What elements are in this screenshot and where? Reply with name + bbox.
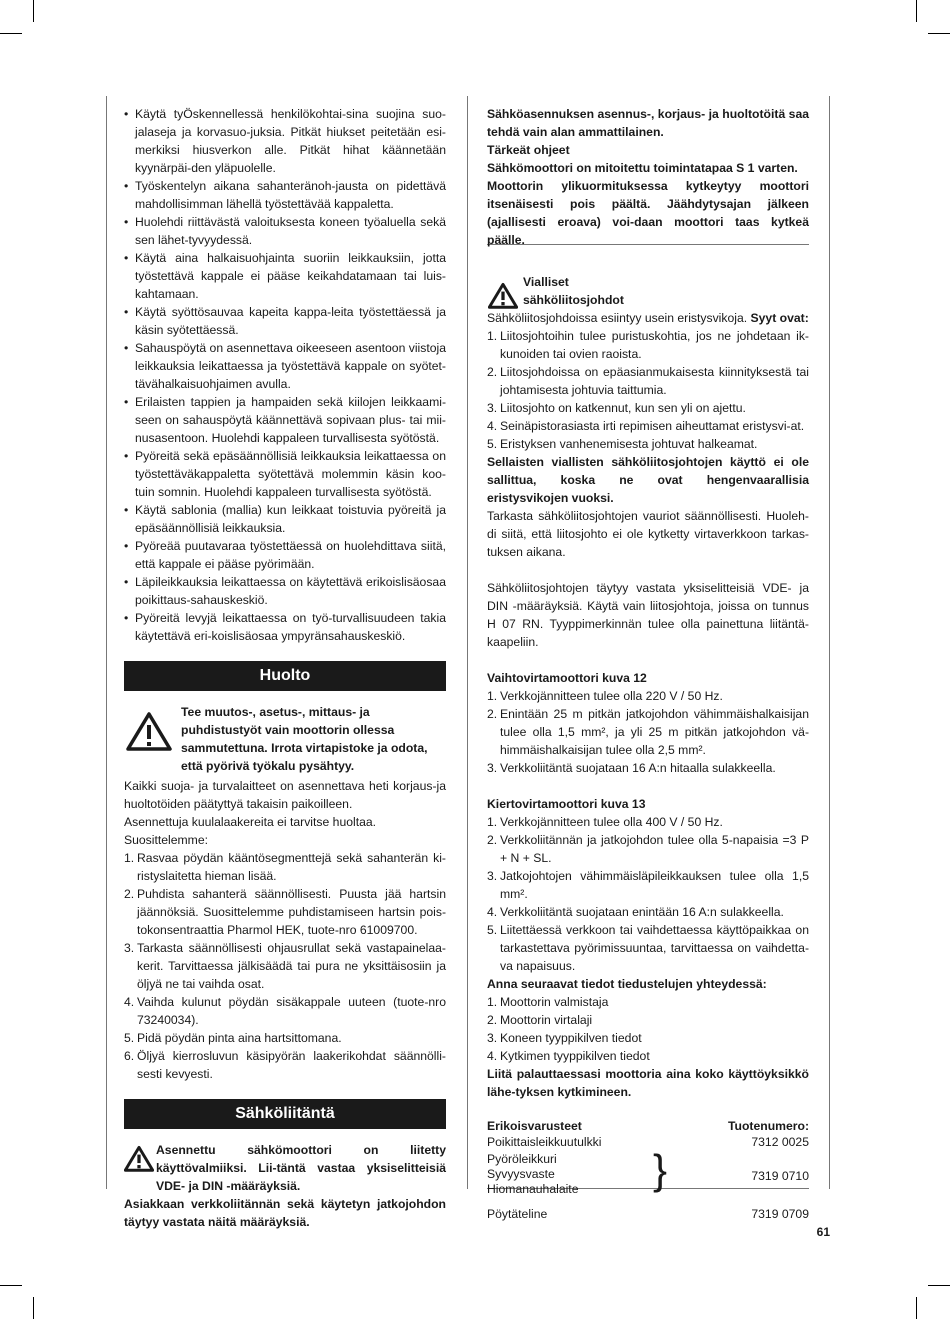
table-header	[487, 1119, 809, 1134]
list-item	[487, 399, 809, 417]
list-item: • Käytä syöttösauvaa kapeita kappa-leita työstettäessä ja käsin syötettäessä.	[124, 303, 446, 339]
column-rule	[106, 96, 107, 1189]
list-number: 1.	[487, 815, 498, 829]
paragraph: Suosittelemme:	[124, 833, 208, 847]
list-text: Koneen tyyppikilven tiedot	[500, 1031, 642, 1045]
warning-icon	[126, 711, 172, 751]
table-row	[487, 1134, 809, 1150]
list-number: 5.	[487, 923, 498, 937]
warning-block	[124, 1141, 446, 1195]
list-text: Rasvaa pöydän kääntösegmenttejä sekä sahanterän ki-ristyslaitetta hieman lisää.	[137, 851, 446, 883]
list-text: Vaihda kulunut pöydän sisäkappale uuteen (tuote-nro 73240034).	[137, 995, 446, 1027]
list-item	[124, 1029, 446, 1047]
paragraph: Kaikki suoja- ja turvalaitteet on asennettava heti korjaus-ja huoltotöiden päätyttyä takaisin paikoilleen.	[124, 779, 446, 811]
warning-title: sähköliitosjohdot	[523, 293, 624, 307]
crop-mark	[928, 1285, 950, 1286]
paragraph: Liitä palauttaessasi moottoria aina koko käyttöyksikkö lähe-tyksen kytkimineen.	[487, 1067, 809, 1099]
list-number: 5.	[487, 437, 498, 451]
warning-block	[124, 703, 446, 775]
list-item	[487, 813, 809, 831]
list-item	[124, 1047, 446, 1083]
warning-text: Tee muutos-, asetus-, mittaus- ja puhdistustyöt vain moottorin ollessa sammutettuna. Irrota virtapistoke ja odota, että pyörivä työkalu pysähtyy.	[181, 705, 428, 773]
list-item	[487, 1047, 809, 1065]
list-number: 2.	[487, 1013, 498, 1027]
column-rule	[467, 96, 468, 1189]
list-item	[487, 327, 809, 363]
list-number: 3.	[487, 1031, 498, 1045]
list-number: 1.	[124, 851, 135, 865]
list-item	[487, 417, 809, 435]
list-item	[124, 849, 446, 885]
paragraph-bold: Syyt ovat:	[750, 311, 809, 325]
list-number: 3.	[487, 761, 498, 775]
list-number: 2.	[124, 887, 135, 901]
list-text: Verkkoliitäntä suojataan 16 A:n hitaalla sulakkeella.	[500, 761, 776, 775]
section-heading-huolto: Huolto	[124, 661, 446, 691]
list-item	[487, 1011, 809, 1029]
table-cell-name: Pöytäteline	[487, 1207, 548, 1221]
table-cell-number: 7319 0710	[751, 1168, 809, 1183]
list-item	[487, 759, 809, 777]
list-text: Tarkasta säännöllisesti ohjausrullat sekä vastapainelaa-kerit. Tarvittaessa jälkisäädä tai pura ne yksittäisosiin ja öljyä ne tai vaihda osat.	[137, 941, 446, 991]
table-row	[487, 1146, 809, 1200]
list-text: Liitosjohto on katkennut, kun sen yli on ajettu.	[500, 401, 746, 415]
list-number: 5.	[124, 1031, 135, 1045]
table-cell-name: Hiomanauhalaite	[487, 1182, 579, 1196]
list-text: Verkkoliitännän ja jatkojohdon tulee olla 5-napaisia =3 P + N + SL.	[500, 833, 809, 865]
warning-text: Asennettu sähkömoottori on liitetty käyttövalmiiksi. Lii-täntä vastaa yksiselitteisiä VDE- ja DIN -määräyksiä.	[156, 1143, 446, 1193]
list-item: • Työskentelyn aikana sahanteränoh-jausta on pidettävä mahdollisimman lähellä työstettävää kappaletta.	[124, 177, 446, 213]
list-number: 4.	[124, 995, 135, 1009]
list-number: 1.	[487, 689, 498, 703]
list-text: Liitosjohtoihin tulee puristuskohtia, jos ne johdetaan ik-kunoiden tai ovien raoista.	[500, 329, 809, 361]
list-item: • Käytä sablonia (mallia) kun leikkaat toistuvia pyöreitä ja epäsäännöllisiä leikkauksia.	[124, 501, 446, 537]
crop-mark	[916, 1297, 917, 1319]
list-number: 4.	[487, 1049, 498, 1063]
crop-mark	[928, 33, 950, 34]
crop-mark	[33, 1297, 34, 1319]
list-item: • Sahauspöytä on asennettava oikeeseen asentoon viistoja leikkauksia leikattaessa ja työstettävä kappale on syötet-tävähalkaisuohjaimen avulla.	[124, 339, 446, 393]
paragraph: Tarkasta sähköliitosjohtojen vauriot säännöllisesti. Huoleh-di siitä, että liitosjohto ei ole kytketty virtaverkkoon tarkas-tuksen aikana.	[487, 509, 809, 559]
list-item	[487, 687, 809, 705]
list-number: 1.	[487, 329, 498, 343]
list-number: 4.	[487, 419, 498, 433]
list-number: 3.	[487, 401, 498, 415]
list-number: 2.	[487, 365, 498, 379]
list-number: 3.	[124, 941, 135, 955]
crop-mark	[916, 0, 917, 22]
list-text: Enintään 25 m pitkän jatkojohdon vähimmäishalkaisijan tulee olla 1,5 mm², ja yli 25 m pitkän jatkojohdon vä-himmäishalkaisijan tulee olla 2,5 mm².	[500, 707, 809, 757]
list-item: • Läpileikkauksia leikattaessa on käytettävä erikoislisäosaa poikittaus-sahauskeskiö.	[124, 573, 446, 609]
warning-title: Vialliset	[523, 275, 569, 289]
warning-heading	[487, 273, 809, 309]
warning-icon	[488, 282, 518, 309]
list-number: 3.	[487, 869, 498, 883]
list-text: Seinäpistorasiasta irti repimisen aiheuttamat eristysvi-at.	[500, 419, 805, 433]
paragraph: Sähköasennuksen asennus-, korjaus- ja huoltotöitä saa tehdä vain alan ammattilainen.	[487, 107, 809, 139]
subheading: Tärkeät ohjeet	[487, 143, 570, 157]
list-number: 6.	[124, 1049, 135, 1063]
list-item	[124, 939, 446, 993]
list-item	[487, 867, 809, 903]
table-header-name: Erikoisvarusteet	[487, 1119, 582, 1133]
crop-mark	[33, 0, 34, 22]
list-item	[487, 831, 809, 867]
list-item: • Pyöreää puutavaraa työstettäessä on huolehdittava siitä, että kappale ei pääse pyörimään.	[124, 537, 446, 573]
list-text: Öljyä kierrosluvun käsipyörän laakerikohdat säännölli-sesti kevyesti.	[137, 1049, 446, 1081]
subheading: Vaihtovirtamoottori kuva 12	[487, 671, 647, 685]
list-text: Kytkimen tyyppikilven tiedot	[500, 1049, 650, 1063]
list-number: 2.	[487, 833, 498, 847]
paragraph: Sähkömoottori on mitoitettu toimintatapaa S 1 varten.	[487, 161, 798, 175]
accessories-table	[487, 1119, 809, 1222]
list-item: • Erilaisten tappien ja hampaiden sekä kiilojen leikkaami-seen on sahauspöytä käännettävä sopivaan plus- tai mii-nusasentoon. Huolehdi kappaleen turvallisesta syötöstä.	[124, 393, 446, 447]
crop-mark	[0, 1285, 22, 1286]
paragraph: Moottorin ylikuormituksessa kytkeytyy moottori itsenäisesti pois päältä. Jäähdytysajan jälkeen (ajallisesti eroava) voi-daan moottori taas kytkeä päälle.	[487, 179, 809, 247]
left-column	[124, 105, 446, 1231]
list-item: • Pyöreitä sekä epäsäännöllisiä leikkauksia leikattaessa on työstettäväkappaletta syötettävä molemmin käsin koo-tuin somnin. Huolehdi kappaleen turvallisesta syötöstä.	[124, 447, 446, 501]
right-column	[487, 105, 809, 1222]
list-item: • Käytä aina halkaisuohjainta suoriin leikkauksiin, jotta työstettävä kappale ei pääse keikahdatamaan tai luis-kahtamaan.	[124, 249, 446, 303]
list-text: Liitosjohdoissa on epäasianmukaisesta kiinnityksestä tai johtamisesta johtuvia taittumia.	[500, 365, 809, 397]
list-text: Liitettäessä verkkoon tai vaihdettaessa käyttöpaikkaa on tarkastettava pyörimissuuntaa, tarvittaessa on vaihdetta-va napaisuus.	[500, 923, 809, 973]
list-item	[487, 363, 809, 399]
section-heading-sahkoliitanta: Sähköliitäntä	[124, 1099, 446, 1129]
list-item: • Pyöreitä levyjä leikattaessa on työ-turvallisuudeen takia käytettävä eri-koislisäosaa ympyränsahauskeskiö.	[124, 609, 446, 645]
subheading: Kiertovirtamoottori kuva 13	[487, 797, 646, 811]
list-item	[124, 993, 446, 1029]
warning-text: Asiakkaan verkkoliitännän sekä käytetyn jatkojohdon täytyy vastata näitä määräyksiä.	[124, 1197, 446, 1229]
table-cell-name: Poikittaisleikkuutulkki	[487, 1135, 602, 1149]
paragraph: Sähköliitosjohtojen täytyy vastata yksiselitteisiä VDE- ja DIN -määräyksiä. Käytä vain liitosjohtoja, joissa on tunnus H 07 RN. Tyyppimerkinnän tulee olla painettuna liitäntä-kaapeliin.	[487, 581, 809, 649]
list-text: Moottorin virtalaji	[500, 1013, 593, 1027]
page-number: 61	[816, 1225, 830, 1239]
table-cell-name-group	[487, 1152, 578, 1200]
list-text: Jatkojohtojen vähimmäisläpileikkauksen tulee olla 1,5 mm².	[500, 869, 809, 901]
table-cell-name: Pyöröleikkuri	[487, 1152, 557, 1166]
list-item	[487, 1029, 809, 1047]
paragraph	[487, 309, 809, 327]
table-cell-name: Syvyysvaste	[487, 1167, 555, 1181]
list-text: Verkkoliitäntä suojataan enintään 16 A:n sulakkeella.	[500, 905, 784, 919]
crop-mark	[0, 33, 22, 34]
list-item	[487, 435, 809, 453]
list-item	[487, 903, 809, 921]
list-text: Pidä pöydän pinta aina hartsittomana.	[137, 1031, 342, 1045]
table-cell-number: 7319 0709	[751, 1207, 809, 1221]
paragraph-text: Sähköliitosjohdoissa esiintyy usein eristysvikoja.	[487, 311, 748, 325]
list-text: Moottorin valmistaja	[500, 995, 609, 1009]
paragraph: Sellaisten viallisten sähköliitosjohtojen käyttö ei ole sallittua, koska ne ovat hengenvaarallisia eristysvikojen vuoksi.	[487, 455, 809, 505]
list-text: Eristyksen vanhenemisesta johtuvat halkeamat.	[500, 437, 758, 451]
list-number: 4.	[487, 905, 498, 919]
list-item	[124, 885, 446, 939]
list-item: • Käytä tyÖskennellessä henkilökohtai-sina suojina suo-jalaseja ja korvasuo-juksia. Pitkät hiukset peitetään esi-merkiksi hiusverkon alle. Pitkät hihat käännetään kyynärpäi-den yläpuolelle.	[124, 105, 446, 177]
list-text: Puhdista sahanterä säännöllisesti. Puusta jää hartsin jäännöksiä. Suosittelemme puhdistamiseen hartsin pois-tokonsentraattia Pharmol HEK, tuote-nro 61009700.	[137, 887, 446, 937]
table-cell-number: 7312 0025	[751, 1135, 809, 1149]
list-item	[487, 705, 809, 759]
column-rule	[829, 96, 830, 1189]
list-text: Verkkojännitteen tulee olla 400 V / 50 Hz.	[500, 815, 723, 829]
list-text: Verkkojännitteen tulee olla 220 V / 50 Hz.	[500, 689, 723, 703]
paragraph: Asennettuja kuulalaakereita ei tarvitse huoltaa.	[124, 815, 377, 829]
list-item: • Huolehdi riittävästä valoituksesta koneen työaluella sekä sen lähet-tyvyydessä.	[124, 213, 446, 249]
warning-icon	[124, 1145, 154, 1172]
table-row	[487, 1206, 809, 1222]
list-number: 1.	[487, 995, 498, 1009]
subheading: Anna seuraavat tiedot tiedustelujen yhteydessä:	[487, 977, 767, 991]
table-header-number: Tuotenumero:	[727, 1119, 809, 1133]
list-number: 2.	[487, 707, 498, 721]
brace-glyph: }	[653, 1146, 668, 1193]
list-item	[487, 993, 809, 1011]
list-item	[487, 921, 809, 975]
